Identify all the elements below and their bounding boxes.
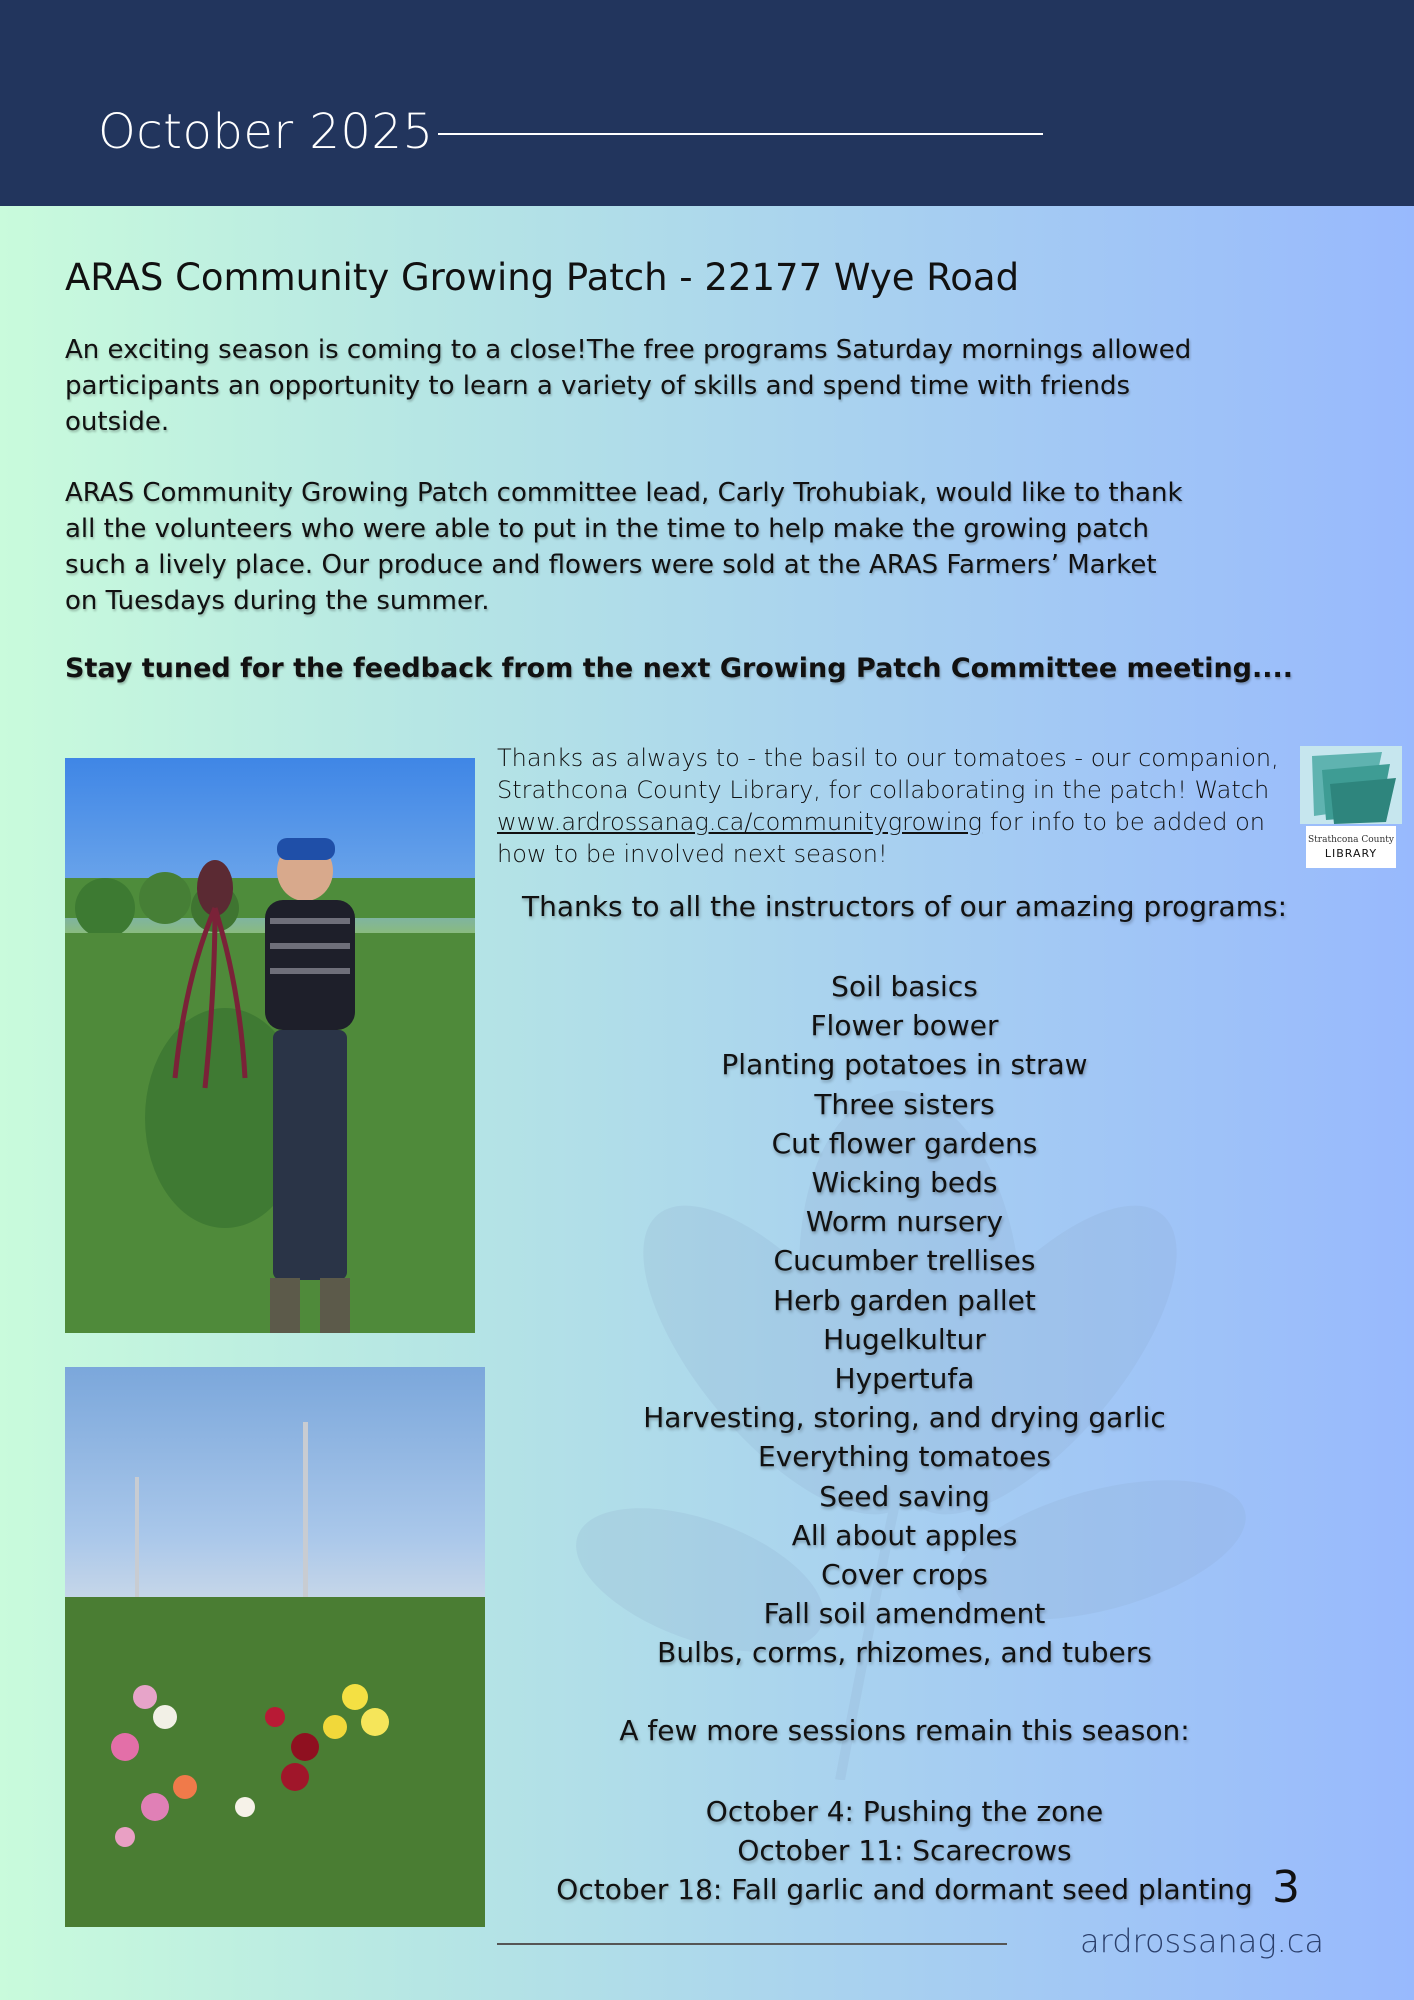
program-item: Flower bower: [810, 1009, 999, 1043]
session-item: October 11: Scarecrows: [737, 1834, 1072, 1867]
program-item: Harvesting, storing, and drying garlic: [643, 1401, 1166, 1435]
strathcona-library-logo: [1300, 746, 1402, 868]
photo-flowers-illustration: [65, 1367, 485, 1927]
program-item: All about apples: [791, 1518, 1018, 1552]
program-item: Cover crops: [821, 1558, 988, 1592]
logo-text-line2: LIBRARY: [1324, 847, 1378, 860]
header-bar: [0, 0, 1414, 206]
program-item: Cut flower gardens: [771, 1126, 1038, 1160]
program-item: Worm nursery: [805, 1205, 1004, 1239]
header-date: October 2025: [98, 104, 434, 160]
program-item: Hypertufa: [834, 1362, 975, 1396]
photo-flower-bed: [65, 1367, 485, 1927]
thanks-paragraph: ARAS Community Growing Patch committee lead, Carly Trohubiak, would like to thank all the volunteers who were able to put in the time to help make the growing patch such a lively place. Our produce and flowers were sold at the ARAS Farmers’ Market on Tuesdays during the summer.: [65, 478, 1183, 616]
stay-tuned-text: Stay tuned for the feedback from the next Growing Patch Committee meeting....: [65, 653, 1294, 684]
session-item: October 18: Fall garlic and dormant seed planting: [556, 1873, 1253, 1906]
community-growing-link[interactable]: www.ardrossanag.ca/communitygrowing: [497, 808, 983, 836]
footer-rule: [497, 1943, 1007, 1945]
session-item: October 4: Pushing the zone: [705, 1795, 1104, 1828]
library-thanks-note: [497, 742, 1297, 870]
program-item: Hugelkultur: [823, 1322, 986, 1356]
program-item: Soil basics: [831, 970, 978, 1003]
program-item: Bulbs, corms, rhizomes, and tubers: [657, 1636, 1152, 1670]
logo-text-line1: Strathcona County: [1308, 835, 1394, 845]
intro-paragraph: An exciting season is coming to a close!The free programs Saturday mornings allowed participants an opportunity to learn a variety of skills and spend time with friends outside.: [65, 335, 1192, 437]
photo-volunteer-with-beets: [65, 758, 475, 1333]
program-item: Wicking beds: [811, 1166, 998, 1200]
sessions-list: [497, 1792, 1312, 1909]
program-item: Seed saving: [819, 1479, 990, 1513]
library-note-text-end: for info to be added on how to be involved next season!: [497, 808, 1266, 868]
sessions-heading: A few more sessions remain this season:: [619, 1714, 1190, 1747]
library-logo-icon: [1300, 746, 1402, 868]
instructors-heading: Thanks to all the instructors of our amazing programs:: [522, 890, 1287, 923]
program-item: Everything tomatoes: [758, 1440, 1051, 1474]
program-item: Three sisters: [814, 1087, 995, 1121]
program-item: Fall soil amendment: [763, 1597, 1046, 1631]
article-title: ARAS Community Growing Patch - 22177 Wye Road: [65, 256, 1020, 299]
header-rule: [438, 133, 1043, 135]
program-item: Planting potatoes in straw: [721, 1048, 1088, 1082]
program-item: Cucumber trellises: [773, 1244, 1036, 1278]
programs-list: [497, 967, 1312, 1673]
page-number: 3: [1272, 1862, 1300, 1913]
program-item: Herb garden pallet: [773, 1283, 1036, 1317]
footer-website[interactable]: ardrossanag.ca: [1080, 1922, 1324, 1960]
photo-volunteer-illustration: [65, 758, 475, 1333]
library-note-text: Thanks as always to - the basil to our tomatoes - our companion, Strathcona County Library, for collaborating in the patch! Watch: [497, 744, 1279, 804]
